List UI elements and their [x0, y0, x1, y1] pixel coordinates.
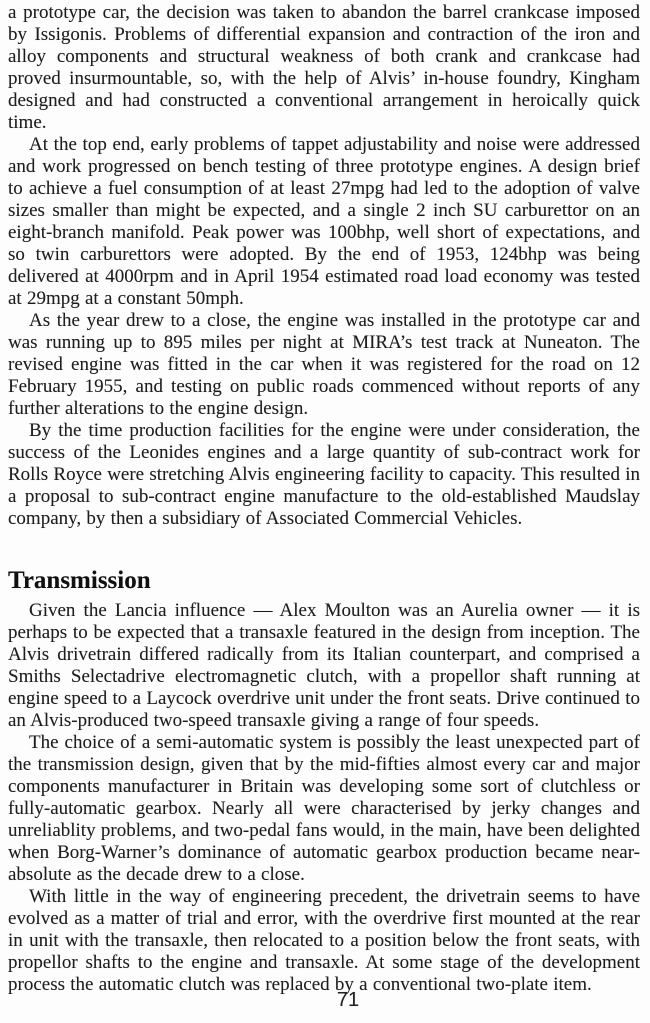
- paragraph-drivetrain-evolution: With little in the way of engineering precedent, the drivetrain seems to have evolved as a matter of trial and error, with the overdrive first mounted at the rear in unit with the transaxle, then relocated to a position below the front seats, with propellor shafts to the engine and transaxle. At some stage of the development process the automatic clutch was replaced by a conventional two-plate item.: [8, 886, 640, 995]
- page-content: [8, 2, 640, 996]
- paragraph-lancia-influence: Given the Lancia influence — Alex Moulton was an Aurelia owner — it is perhaps to be expected that a transaxle featured in the design from inception. The Alvis drivetrain differed radically from its Italian counterpart, and comprised a Smiths Selectadrive electromagnetic clutch, with a propellor shaft running at engine speed to a Laycock overdrive unit under the front seats. Drive continued to an Alvis-produced two-speed transaxle giving a range of four speeds.: [8, 600, 640, 731]
- section-heading-transmission: Transmission: [8, 567, 151, 594]
- page-number: 71: [336, 989, 360, 1011]
- paragraph-crankcase: a prototype car, the decision was taken to abandon the barrel crankcase imposed by Issigonis. Problems of differential expansion and contraction of the iron and alloy components and structural weakness of both crank and crankcase had proved insurmountable, so, with the help of Alvis’ in-house foundry, Kingham designed and had constructed a conventional arrangement in heroically quick time.: [8, 2, 640, 133]
- paragraph-production-subcontract: By the time production facilities for the engine were under consideration, the success of the Leonides engines and a large quantity of sub-contract work for Rolls Royce were stretching Alvis engineering facility to capacity. This resulted in a proposal to sub-contract engine manufacture to the old-established Maudslay company, by then a subsidiary of Associated Commercial Vehicles.: [8, 420, 640, 529]
- paragraph-semi-automatic-choice: The choice of a semi-automatic system is possibly the least unexpected part of the transmission design, given that by the mid-fifties almost every car and major components manufacturer in Britain was developing some sort of clutchless or fully-automatic gearbox. Nearly all were characterised by jerky changes and unreliablity problems, and two-pedal fans would, in the main, have been delighted when Borg-Warner’s dominance of automatic gearbox production became near-absolute as the decade drew to a close.: [8, 732, 640, 885]
- paragraph-engine-bench-testing: At the top end, early problems of tappet adjustability and noise were addressed and work progressed on bench testing of three prototype engines. A design brief to achieve a fuel consumption of at least 27mpg had led to the adoption of valve sizes smaller than might be expected, and a single 2 inch SU carburettor on an eight-branch manifold. Peak power was 100bhp, well short of expectations, and so twin carburettors were adopted. By the end of 1953, 124bhp was being delivered at 4000rpm and in April 1954 estimated road load economy was tested at 29mpg at a constant 50mph.: [8, 134, 640, 309]
- paragraph-mira-road-testing: As the year drew to a close, the engine was installed in the prototype car and was running up to 895 miles per night at MIRA’s test track at Nuneaton. The revised engine was fitted in the car when it was registered for the road on 12 February 1955, and testing on public roads commenced without reports of any further alterations to the engine design.: [8, 310, 640, 419]
